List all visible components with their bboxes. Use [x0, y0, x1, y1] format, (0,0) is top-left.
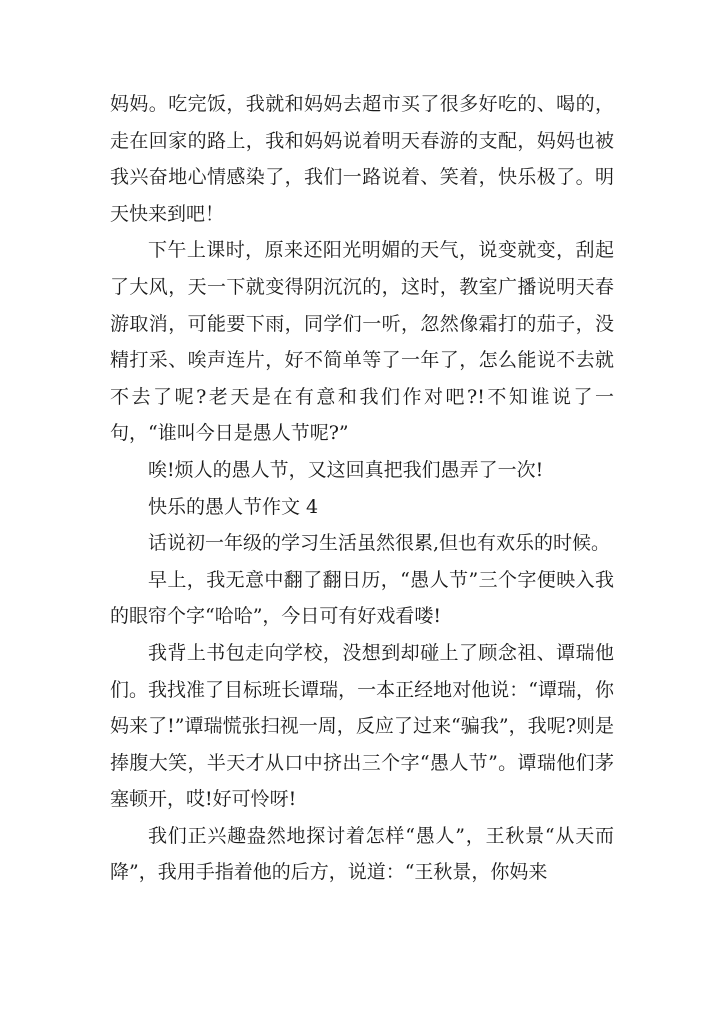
paragraph-7: 我背上书包走向学校，没想到却碰上了顾念祖、谭瑞他们。我找准了目标班长谭瑞，一本正经地对他说：“谭瑞，你妈来了!”谭瑞慌张扫视一周，反应了过来“骗我”，我呢?则是捧腹大笑，半天才从口中挤出三个字“愚人节”。谭瑞他们茅塞顿开，哎!好可怜呀!	[110, 641, 614, 811]
document-body	[110, 86, 614, 891]
paragraph-8: 我们正兴趣盎然地探讨着怎样“愚人”，王秋景“从天而降”，我用手指着他的后方，说道：“王秋景，你妈来	[110, 824, 614, 884]
paragraph-6: 早上，我无意中翻了翻日历，“愚人节”三个字便映入我的眼帘个字“哈哈”，今日可有好戏看喽!	[110, 568, 614, 628]
paragraph-3: 唉!烦人的愚人节，又这回真把我们愚弄了一次!	[148, 458, 544, 481]
paragraph-1: 妈妈。吃完饭，我就和妈妈去超市买了很多好吃的、喝的，走在回家的路上，我和妈妈说着明天春游的支配，妈妈也被我兴奋地心情感染了，我们一路说着、笑着，快乐极了。明天快来到吧！	[110, 93, 614, 225]
section-heading: 快乐的愚人节作文 4	[148, 495, 319, 518]
paragraph-2: 下午上课时，原来还阳光明媚的天气，说变就变，刮起了大风，天一下就变得阴沉沉的，这时，教室广播说明天春游取消，可能要下雨，同学们一听，忽然像霜打的茄子，没精打采、唉声连片，好不简单等了一年了，怎么能说不去就不去了呢?老天是在有意和我们作对吧?!不知谁说了一句，“谁叫今日是愚人节呢?”	[110, 239, 614, 445]
paragraph-5: 话说初一年级的学习生活虽然很累,但也有欢乐的时候。	[148, 532, 611, 555]
